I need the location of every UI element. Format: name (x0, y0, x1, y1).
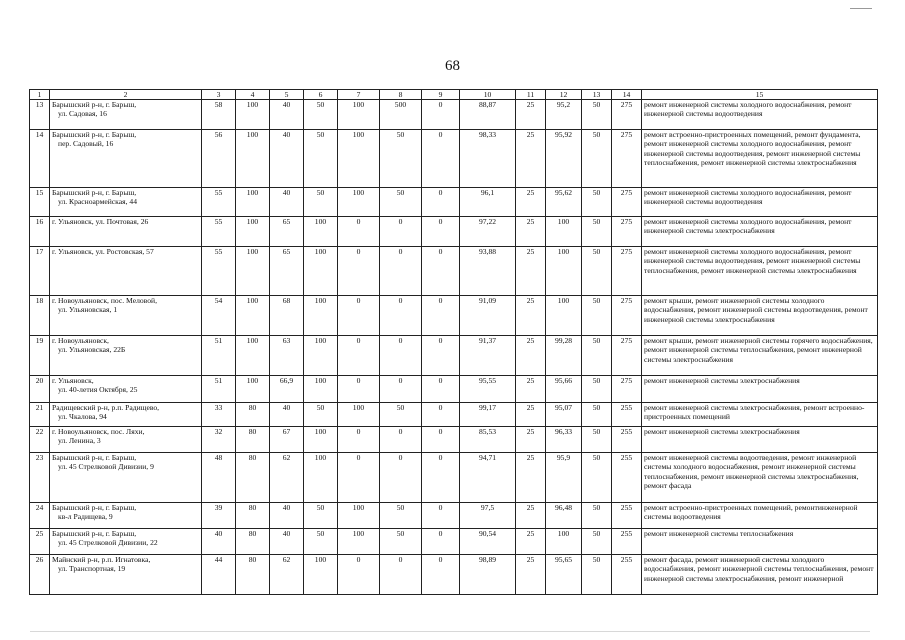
table-row (30, 130, 878, 188)
address-line: ул. Ульяновская, 1 (58, 305, 118, 315)
value-cell: 93,88 (460, 247, 516, 296)
address-cell (50, 336, 202, 376)
value-cell: 50 (582, 403, 612, 427)
value-cell: 0 (422, 427, 460, 453)
value-cell: 0 (422, 217, 460, 247)
work-description: ремонт крыши, ремонт инженерной системы горячего водоснабжения, ремонт инженерной системы теплоснабжения, ремонт инженерной системы электроснабжения (642, 336, 878, 376)
work-description: ремонт инженерной системы теплоснабжения (642, 529, 878, 555)
value-cell: 0 (422, 336, 460, 376)
address-cell (50, 503, 202, 529)
row-number: 23 (30, 453, 50, 503)
value-cell: 100 (304, 336, 338, 376)
work-description: ремонт инженерной системы электроснабжения (642, 376, 878, 403)
table-row (30, 403, 878, 427)
value-cell: 100 (304, 376, 338, 403)
scan-artifact (30, 631, 870, 632)
value-cell: 0 (338, 247, 380, 296)
value-cell: 91,37 (460, 336, 516, 376)
value-cell: 100 (304, 296, 338, 336)
row-number: 16 (30, 217, 50, 247)
value-cell: 100 (304, 427, 338, 453)
value-cell: 100 (546, 217, 582, 247)
address-line: ул. 40-летия Октября, 25 (58, 385, 138, 395)
table-row (30, 529, 878, 555)
value-cell: 0 (380, 296, 422, 336)
table-row (30, 453, 878, 503)
value-cell: 0 (380, 555, 422, 595)
address-cell (50, 296, 202, 336)
value-cell: 68 (270, 296, 304, 336)
work-description: ремонт инженерной системы электроснабжения (642, 427, 878, 453)
address-line: г. Новоульяновск, пос. Ляхи, (52, 427, 145, 436)
row-number: 22 (30, 427, 50, 453)
column-header: 7 (338, 90, 380, 100)
value-cell: 95,9 (546, 453, 582, 503)
value-cell: 100 (236, 296, 270, 336)
value-cell: 96,48 (546, 503, 582, 529)
value-cell: 100 (338, 529, 380, 555)
value-cell: 0 (422, 188, 460, 217)
value-cell: 0 (338, 336, 380, 376)
table-row (30, 555, 878, 595)
value-cell: 80 (236, 453, 270, 503)
value-cell: 275 (612, 336, 642, 376)
value-cell: 0 (338, 217, 380, 247)
value-cell: 98,33 (460, 130, 516, 188)
value-cell: 25 (516, 247, 546, 296)
value-cell: 0 (422, 555, 460, 595)
row-number: 25 (30, 529, 50, 555)
address-cell (50, 555, 202, 595)
value-cell: 275 (612, 217, 642, 247)
value-cell: 255 (612, 529, 642, 555)
table-row (30, 188, 878, 217)
value-cell: 50 (582, 130, 612, 188)
value-cell: 50 (582, 529, 612, 555)
value-cell: 96,1 (460, 188, 516, 217)
value-cell: 50 (380, 503, 422, 529)
value-cell: 65 (270, 217, 304, 247)
value-cell: 80 (236, 555, 270, 595)
value-cell: 0 (338, 376, 380, 403)
value-cell: 50 (304, 100, 338, 130)
address-line: Барышский р-н, г. Барыш, (52, 100, 137, 109)
address-line: ул. 45 Стрелковой Дивизии, 22 (58, 538, 158, 548)
value-cell: 0 (422, 130, 460, 188)
value-cell: 50 (380, 529, 422, 555)
value-cell: 25 (516, 529, 546, 555)
value-cell: 100 (304, 247, 338, 296)
value-cell: 100 (236, 336, 270, 376)
value-cell: 97,22 (460, 217, 516, 247)
value-cell: 275 (612, 247, 642, 296)
value-cell: 100 (338, 503, 380, 529)
row-number: 19 (30, 336, 50, 376)
address-line: Барышский р-н, г. Барыш, (52, 503, 137, 512)
value-cell: 0 (338, 427, 380, 453)
value-cell: 40 (270, 130, 304, 188)
value-cell: 50 (380, 188, 422, 217)
address-line: ул. Красноармейская, 44 (58, 197, 138, 207)
value-cell: 99,28 (546, 336, 582, 376)
address-cell (50, 130, 202, 188)
value-cell: 275 (612, 376, 642, 403)
value-cell: 95,62 (546, 188, 582, 217)
value-cell: 50 (582, 453, 612, 503)
value-cell: 99,17 (460, 403, 516, 427)
address-line: г. Ульяновск, ул. Ростовская, 57 (52, 247, 154, 256)
value-cell: 0 (422, 453, 460, 503)
value-cell: 98,89 (460, 555, 516, 595)
value-cell: 100 (236, 188, 270, 217)
value-cell: 50 (304, 503, 338, 529)
address-cell (50, 403, 202, 427)
value-cell: 40 (270, 503, 304, 529)
registry-table (29, 89, 878, 595)
value-cell: 0 (422, 376, 460, 403)
address-line: Барышский р-н, г. Барыш, (52, 130, 137, 139)
column-header: 3 (202, 90, 236, 100)
value-cell: 0 (338, 296, 380, 336)
value-cell: 50 (582, 376, 612, 403)
value-cell: 40 (270, 188, 304, 217)
value-cell: 25 (516, 188, 546, 217)
value-cell: 51 (202, 336, 236, 376)
address-cell (50, 376, 202, 403)
value-cell: 48 (202, 453, 236, 503)
address-cell (50, 529, 202, 555)
value-cell: 95,92 (546, 130, 582, 188)
value-cell: 100 (236, 217, 270, 247)
value-cell: 33 (202, 403, 236, 427)
value-cell: 25 (516, 296, 546, 336)
table-row (30, 217, 878, 247)
address-line: г. Ульяновск, ул. Почтовая, 26 (52, 217, 149, 226)
value-cell: 275 (612, 100, 642, 130)
value-cell: 0 (380, 376, 422, 403)
value-cell: 51 (202, 376, 236, 403)
address-line: кв-л Радищева, 9 (58, 512, 113, 522)
address-line: Майнский р-н, р.п. Игнатовка, (52, 555, 151, 564)
value-cell: 255 (612, 453, 642, 503)
value-cell: 56 (202, 130, 236, 188)
value-cell: 58 (202, 100, 236, 130)
address-cell (50, 247, 202, 296)
row-number: 15 (30, 188, 50, 217)
value-cell: 25 (516, 100, 546, 130)
address-line: ул. Транспортная, 19 (58, 564, 126, 574)
value-cell: 50 (582, 247, 612, 296)
scan-artifact (850, 8, 872, 9)
value-cell: 100 (338, 403, 380, 427)
value-cell: 50 (582, 503, 612, 529)
work-description: ремонт встроенно-пристроенных помещений, ремонт фундамента, ремонт инженерной системы холодного водоснабжения, ремонт инженерной системы водоотведения, ремонт инженерной системы теплоснабжения, ремонт инженерной системы электроснабжения (642, 130, 878, 188)
value-cell: 100 (546, 296, 582, 336)
value-cell: 50 (582, 217, 612, 247)
value-cell: 65 (270, 247, 304, 296)
value-cell: 54 (202, 296, 236, 336)
value-cell: 39 (202, 503, 236, 529)
work-description: ремонт инженерной системы холодного водоснабжения, ремонт инженерной системы водоотведения (642, 100, 878, 130)
address-cell (50, 217, 202, 247)
address-line: Радищевский р-н, р.п. Радищево, (52, 403, 160, 412)
address-line: ул. Ульяновская, 22Б (58, 345, 126, 355)
value-cell: 50 (582, 555, 612, 595)
value-cell: 0 (338, 453, 380, 503)
address-line: ул. 45 Стрелковой Дивизии, 9 (58, 462, 154, 472)
column-header: 11 (516, 90, 546, 100)
value-cell: 88,87 (460, 100, 516, 130)
value-cell: 80 (236, 427, 270, 453)
value-cell: 0 (380, 427, 422, 453)
value-cell: 95,07 (546, 403, 582, 427)
value-cell: 80 (236, 529, 270, 555)
address-line: ул. Чкалова, 94 (58, 412, 107, 422)
row-number: 26 (30, 555, 50, 595)
value-cell: 80 (236, 403, 270, 427)
address-cell (50, 427, 202, 453)
value-cell: 0 (380, 217, 422, 247)
value-cell: 25 (516, 376, 546, 403)
page-number: 68 (445, 58, 460, 74)
table-body (30, 100, 878, 595)
column-header: 9 (422, 90, 460, 100)
row-number: 20 (30, 376, 50, 403)
work-description: ремонт встроенно-пристроенных помещений, ремонтинженерной системы водоотведения (642, 503, 878, 529)
work-description: ремонт инженерной системы холодного водоснабжения, ремонт инженерной системы водоотведения (642, 188, 878, 217)
address-cell (50, 453, 202, 503)
value-cell: 100 (304, 217, 338, 247)
value-cell: 100 (338, 100, 380, 130)
table-row (30, 427, 878, 453)
value-cell: 66,9 (270, 376, 304, 403)
value-cell: 255 (612, 503, 642, 529)
work-description: ремонт инженерной системы холодного водоснабжения, ремонт инженерной системы электроснабжения (642, 217, 878, 247)
value-cell: 0 (422, 100, 460, 130)
value-cell: 50 (582, 188, 612, 217)
value-cell: 85,53 (460, 427, 516, 453)
value-cell: 25 (516, 217, 546, 247)
value-cell: 80 (236, 503, 270, 529)
value-cell: 95,65 (546, 555, 582, 595)
address-line: Барышский р-н, г. Барыш, (52, 188, 137, 197)
address-line: ул. Ленина, 3 (58, 436, 101, 446)
value-cell: 95,2 (546, 100, 582, 130)
work-description: ремонт инженерной системы электроснабжения, ремонт встроенно-пристроенных помещений (642, 403, 878, 427)
value-cell: 100 (546, 247, 582, 296)
column-header: 2 (50, 90, 202, 100)
value-cell: 44 (202, 555, 236, 595)
work-description: ремонт инженерной системы водоотведения, ремонт инженерной системы холодного водоснабжения, ремонт инженерной системы теплоснабжения, ремонт инженерной системы электроснабжения, ремонт фасада (642, 453, 878, 503)
value-cell: 0 (380, 247, 422, 296)
value-cell: 255 (612, 403, 642, 427)
address-line: пер. Садовый, 16 (58, 139, 114, 149)
table-row (30, 336, 878, 376)
value-cell: 25 (516, 336, 546, 376)
row-number: 24 (30, 503, 50, 529)
value-cell: 100 (338, 188, 380, 217)
value-cell: 275 (612, 296, 642, 336)
value-cell: 0 (380, 336, 422, 376)
column-header: 1 (30, 90, 50, 100)
value-cell: 25 (516, 403, 546, 427)
value-cell: 40 (270, 403, 304, 427)
row-number: 21 (30, 403, 50, 427)
value-cell: 0 (422, 529, 460, 555)
address-line: Барышский р-н, г. Барыш, (52, 529, 137, 538)
value-cell: 55 (202, 217, 236, 247)
value-cell: 40 (270, 529, 304, 555)
table-row (30, 376, 878, 403)
address-cell (50, 188, 202, 217)
value-cell: 95,55 (460, 376, 516, 403)
value-cell: 32 (202, 427, 236, 453)
value-cell: 25 (516, 503, 546, 529)
value-cell: 255 (612, 555, 642, 595)
value-cell: 0 (338, 555, 380, 595)
value-cell: 55 (202, 188, 236, 217)
address-cell (50, 100, 202, 130)
column-header: 10 (460, 90, 516, 100)
value-cell: 63 (270, 336, 304, 376)
value-cell: 100 (304, 453, 338, 503)
column-header: 6 (304, 90, 338, 100)
row-number: 13 (30, 100, 50, 130)
value-cell: 100 (338, 130, 380, 188)
value-cell: 0 (422, 247, 460, 296)
header-row (30, 90, 878, 100)
value-cell: 275 (612, 188, 642, 217)
column-header: 15 (642, 90, 878, 100)
value-cell: 100 (236, 247, 270, 296)
address-line: г. Новоульяновск, пос. Меловой, (52, 296, 157, 305)
value-cell: 55 (202, 247, 236, 296)
value-cell: 50 (582, 336, 612, 376)
column-header: 14 (612, 90, 642, 100)
value-cell: 50 (380, 403, 422, 427)
work-description: ремонт фасада, ремонт инженерной системы холодного водоснабжения, ремонт инженерной системы теплоснабжения, ремонт инженерной системы электроснабжения, ремонт инженерной (642, 555, 878, 595)
value-cell: 96,33 (546, 427, 582, 453)
column-header: 13 (582, 90, 612, 100)
value-cell: 275 (612, 130, 642, 188)
value-cell: 50 (304, 403, 338, 427)
value-cell: 50 (304, 130, 338, 188)
column-header: 4 (236, 90, 270, 100)
value-cell: 50 (582, 296, 612, 336)
value-cell: 25 (516, 427, 546, 453)
value-cell: 100 (236, 376, 270, 403)
column-header: 8 (380, 90, 422, 100)
value-cell: 40 (270, 100, 304, 130)
column-header: 12 (546, 90, 582, 100)
table-row (30, 247, 878, 296)
value-cell: 25 (516, 453, 546, 503)
value-cell: 50 (582, 427, 612, 453)
value-cell: 100 (304, 555, 338, 595)
value-cell: 50 (304, 188, 338, 217)
row-number: 14 (30, 130, 50, 188)
value-cell: 0 (422, 296, 460, 336)
value-cell: 62 (270, 555, 304, 595)
value-cell: 0 (422, 503, 460, 529)
value-cell: 500 (380, 100, 422, 130)
value-cell: 97,5 (460, 503, 516, 529)
value-cell: 25 (516, 555, 546, 595)
value-cell: 50 (582, 100, 612, 130)
value-cell: 25 (516, 130, 546, 188)
work-description: ремонт инженерной системы холодного водоснабжения, ремонт инженерной системы водоотведения, ремонт инженерной системы теплоснабжения, ремонт инженерной системы электроснабжения (642, 247, 878, 296)
value-cell: 62 (270, 453, 304, 503)
value-cell: 90,54 (460, 529, 516, 555)
work-description: ремонт крыши, ремонт инженерной системы холодного водоснабжения, ремонт инженерной системы водоотведения, ремонт инженерной системы электроснабжения (642, 296, 878, 336)
value-cell: 91,09 (460, 296, 516, 336)
value-cell: 0 (422, 403, 460, 427)
value-cell: 50 (304, 529, 338, 555)
address-line: г. Новоульяновск, (52, 336, 109, 345)
value-cell: 100 (236, 100, 270, 130)
column-header: 5 (270, 90, 304, 100)
value-cell: 100 (236, 130, 270, 188)
value-cell: 100 (546, 529, 582, 555)
address-line: Барышский р-н, г. Барыш, (52, 453, 137, 462)
value-cell: 40 (202, 529, 236, 555)
address-line: г. Ульяновск, (52, 376, 94, 385)
value-cell: 67 (270, 427, 304, 453)
address-line: ул. Садовая, 16 (58, 109, 107, 119)
table-row (30, 503, 878, 529)
value-cell: 94,71 (460, 453, 516, 503)
row-number: 18 (30, 296, 50, 336)
table-row (30, 100, 878, 130)
value-cell: 0 (380, 453, 422, 503)
row-number: 17 (30, 247, 50, 296)
value-cell: 50 (380, 130, 422, 188)
table-row (30, 296, 878, 336)
value-cell: 95,66 (546, 376, 582, 403)
value-cell: 255 (612, 427, 642, 453)
